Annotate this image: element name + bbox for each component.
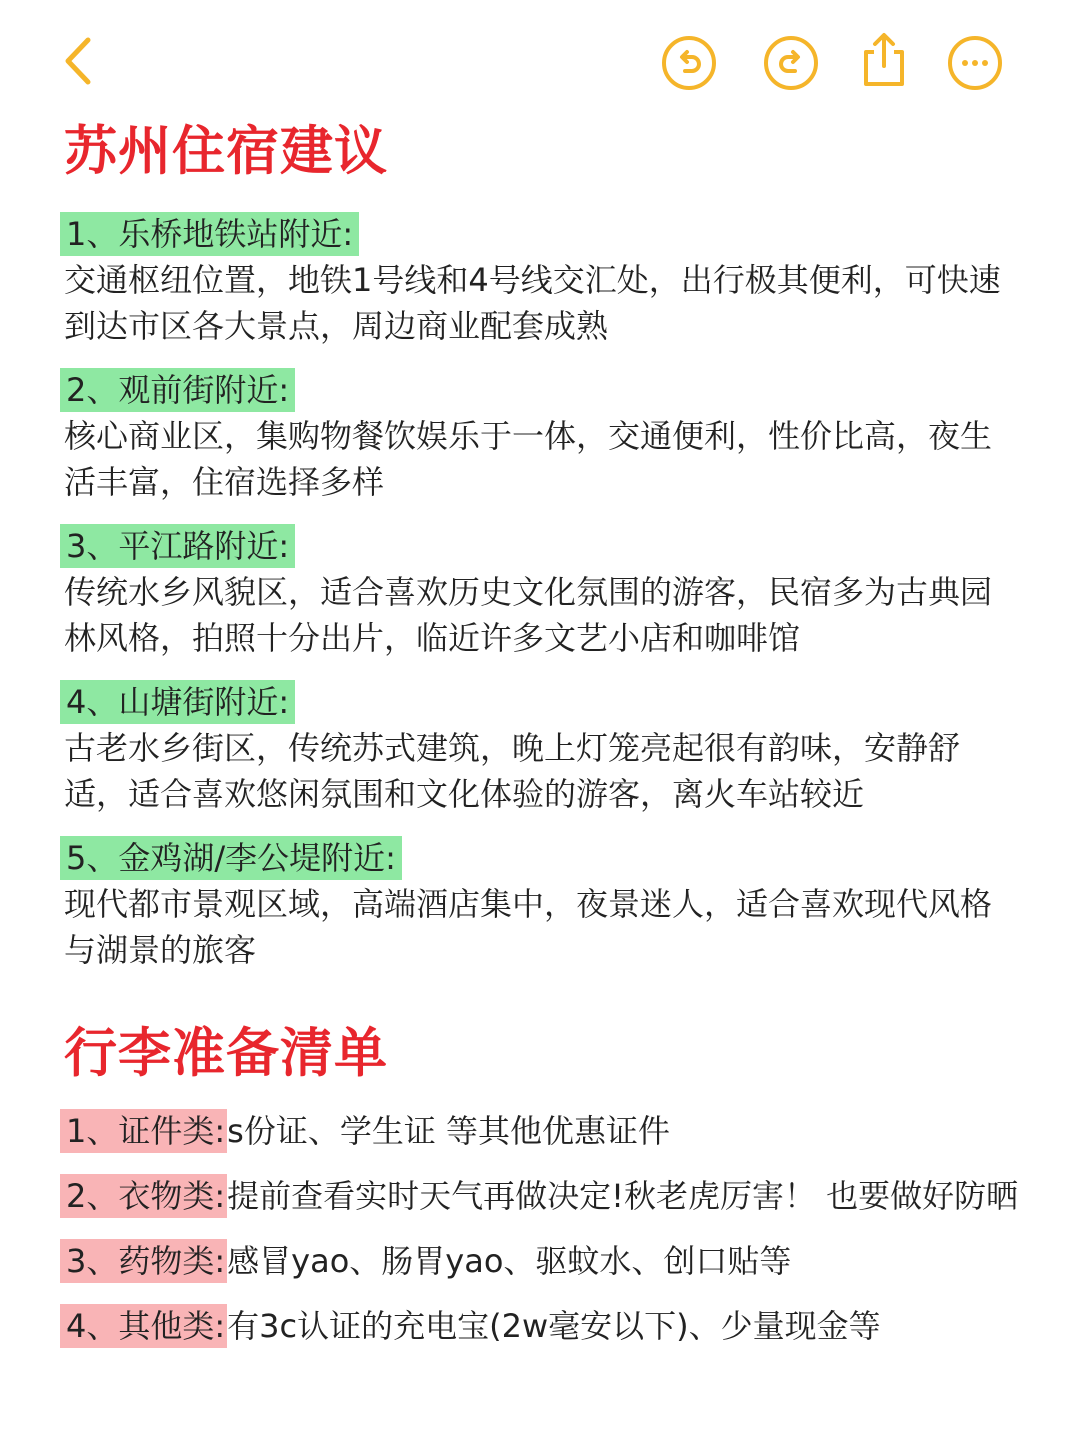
stay-item-heading: 5、金鸡湖/李公堤附近:: [60, 836, 402, 880]
description-line: 核心商业区，集购物餐饮娱乐于一体，交通便利，性价比高，夜生: [64, 417, 993, 455]
description-line: 适，适合喜欢悠闲氛围和文化体验的游客，离火车站较近: [64, 775, 865, 813]
description-line: 林风格，拍照十分出片，临近许多文艺小店和咖啡馆: [64, 619, 801, 657]
packing-item-label: 2、衣物类:: [60, 1174, 227, 1218]
stay-item-description: [64, 569, 1034, 661]
description-line: 现代都市景观区域，高端酒店集中，夜景迷人，适合喜欢现代风格: [64, 885, 993, 923]
stay-item-heading: 1、乐桥地铁站附近:: [60, 212, 359, 256]
stay-item: [60, 836, 1040, 973]
stay-item-description: [64, 725, 1034, 817]
packing-section-title: 行李准备清单: [64, 1023, 388, 1084]
stay-item-heading: 3、平江路附近:: [60, 524, 295, 568]
description-line: 交通枢纽位置，地铁1号线和4号线交汇处，出行极其便利，可快速: [64, 261, 1001, 299]
packing-item: [60, 1304, 881, 1348]
top-toolbar: [0, 0, 1080, 120]
description-line: 传统水乡风貌区，适合喜欢历史文化氛围的游客，民宿多为古典园: [64, 573, 993, 611]
packing-item-text: s份证、学生证 等其他优惠证件: [227, 1112, 671, 1150]
packing-item: [60, 1109, 670, 1153]
packing-item-text: 感冒yao、肠胃yao、驱蚊水、创口贴等: [227, 1242, 792, 1280]
stay-item-heading: 2、观前街附近:: [60, 368, 295, 412]
stay-item-description: [64, 257, 1034, 349]
stay-section-title: 苏州住宿建议: [64, 121, 388, 182]
packing-item: [60, 1239, 791, 1283]
chevron-left-icon[interactable]: [56, 34, 104, 90]
description-line: 古老水乡街区，传统苏式建筑，晚上灯笼亮起很有韵味，安静舒: [64, 729, 961, 767]
stay-item-description: [64, 413, 1034, 505]
packing-item-label: 1、证件类:: [60, 1109, 227, 1153]
more-icon[interactable]: [946, 34, 1004, 92]
undo-icon[interactable]: [660, 34, 718, 92]
share-icon[interactable]: [856, 30, 912, 90]
stay-item: [60, 368, 1040, 505]
stay-item: [60, 524, 1040, 661]
description-line: 与湖景的旅客: [64, 931, 257, 969]
description-line: 活丰富，住宿选择多样: [64, 463, 385, 501]
packing-item-label: 3、药物类:: [60, 1239, 227, 1283]
packing-item-label: 4、其他类:: [60, 1304, 227, 1348]
redo-icon[interactable]: [762, 34, 820, 92]
packing-item-text: 提前查看实时天气再做决定!秋老虎厉害！ 也要做好防晒: [227, 1177, 1019, 1215]
description-line: 到达市区各大景点，周边商业配套成熟: [64, 307, 609, 345]
stay-item-heading: 4、山塘街附近:: [60, 680, 295, 724]
packing-item: [60, 1174, 1018, 1218]
packing-item-text: 有3c认证的充电宝(2w毫安以下)、少量现金等: [227, 1307, 881, 1345]
stay-item: [60, 212, 1040, 349]
stay-item: [60, 680, 1040, 817]
stay-item-description: [64, 881, 1034, 973]
